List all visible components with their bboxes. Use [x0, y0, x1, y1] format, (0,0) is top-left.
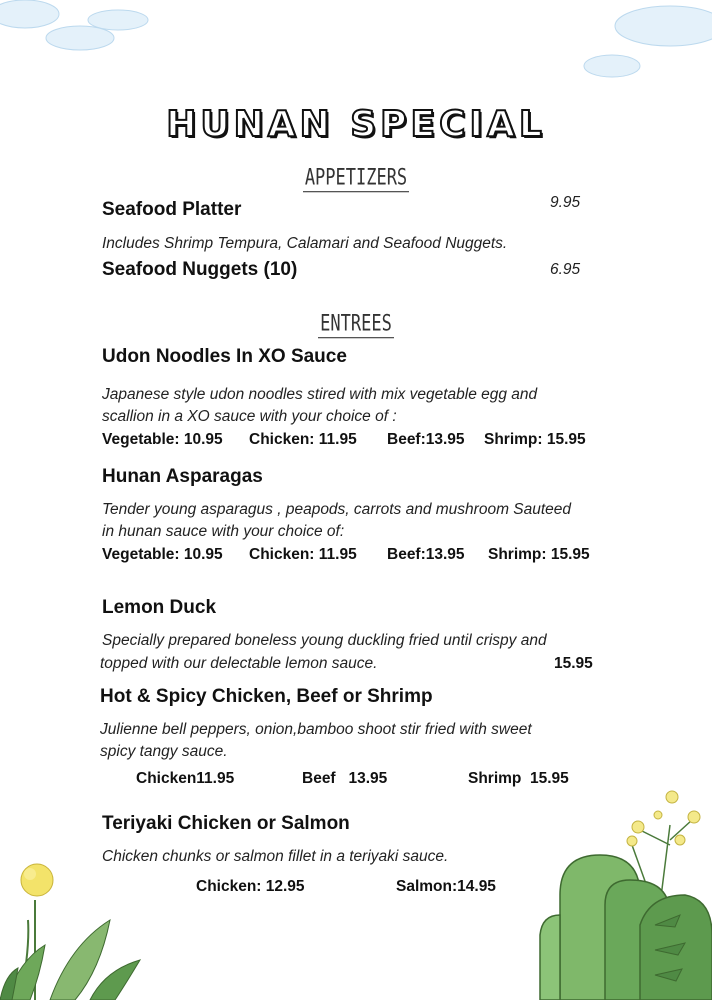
item-price-hot-spicy-beef: Beef 13.95 — [302, 770, 388, 787]
item-price-asparagas-chicken: Chicken: 11.95 — [249, 546, 357, 563]
section-heading-entrees — [0, 311, 712, 337]
item-price-udon-vegetable: Vegetable: 10.95 — [102, 431, 223, 448]
item-name-asparagas: Hunan Asparagas — [102, 466, 263, 487]
cloud-top-left-illustration — [0, 0, 170, 60]
item-desc-lemon-duck-line1: Specially prepared boneless young duckling fried until crispy and — [102, 632, 547, 649]
item-price-seafood-platter: 9.95 — [550, 194, 581, 211]
item-price-asparagas-shrimp: Shrimp: 15.95 — [488, 546, 590, 563]
item-name-teriyaki: Teriyaki Chicken or Salmon — [102, 813, 350, 834]
item-price-hot-spicy-shrimp: Shrimp 15.95 — [468, 770, 569, 787]
menu-title: HUNAN SPECIAL — [166, 104, 546, 145]
item-desc-udon-line2: scallion in a XO sauce with your choice of : — [102, 408, 397, 425]
item-name-udon: Udon Noodles In XO Sauce — [102, 346, 347, 367]
item-price-udon-chicken: Chicken: 11.95 — [249, 431, 357, 448]
item-desc-asparagas-line1: Tender young asparagus , peapods, carrots and mushroom Sauteed — [102, 501, 572, 518]
plant-bottom-left-illustration — [0, 850, 160, 1000]
item-price-teriyaki-salmon: Salmon:14.95 — [396, 878, 496, 895]
item-name-lemon-duck: Lemon Duck — [102, 597, 217, 618]
item-desc-udon-line1: Japanese style udon noodles stired with mix vegetable egg and — [102, 386, 538, 403]
cloud-top-right-illustration — [580, 0, 712, 84]
section-heading-entrees-label: ENTREES — [320, 311, 392, 337]
item-price-udon-beef: Beef:13.95 — [387, 431, 465, 448]
item-price-hot-spicy-chicken: Chicken11.95 — [136, 770, 235, 787]
item-desc-teriyaki: Chicken chunks or salmon fillet in a teriyaki sauce. — [102, 848, 449, 865]
item-price-teriyaki-chicken: Chicken: 12.95 — [196, 878, 305, 895]
item-price-asparagas-vegetable: Vegetable: 10.95 — [102, 546, 223, 563]
section-heading-appetizers — [0, 165, 712, 191]
item-name-hot-spicy: Hot & Spicy Chicken, Beef or Shrimp — [100, 686, 433, 707]
item-name-seafood-platter: Seafood Platter — [102, 199, 242, 220]
item-desc-lemon-duck-line2: topped with our delectable lemon sauce. — [100, 655, 378, 672]
cactus-bottom-right-illustration — [520, 785, 712, 1000]
section-heading-appetizers-label: APPETIZERS — [304, 165, 408, 191]
item-desc-seafood-platter: Includes Shrimp Tempura, Calamari and Seafood Nuggets. — [102, 235, 508, 252]
item-name-seafood-nuggets: Seafood Nuggets (10) — [102, 259, 298, 280]
item-desc-hot-spicy-line1: Julienne bell peppers, onion,bamboo shoot stir fried with sweet — [100, 721, 532, 738]
item-price-lemon-duck: 15.95 — [554, 655, 593, 672]
item-price-seafood-nuggets: 6.95 — [550, 261, 581, 278]
item-price-asparagas-beef: Beef:13.95 — [387, 546, 465, 563]
item-desc-asparagas-line2: in hunan sauce with your choice of: — [102, 523, 345, 540]
item-desc-hot-spicy-line2: spicy tangy sauce. — [100, 743, 228, 760]
item-price-udon-shrimp: Shrimp: 15.95 — [484, 431, 586, 448]
